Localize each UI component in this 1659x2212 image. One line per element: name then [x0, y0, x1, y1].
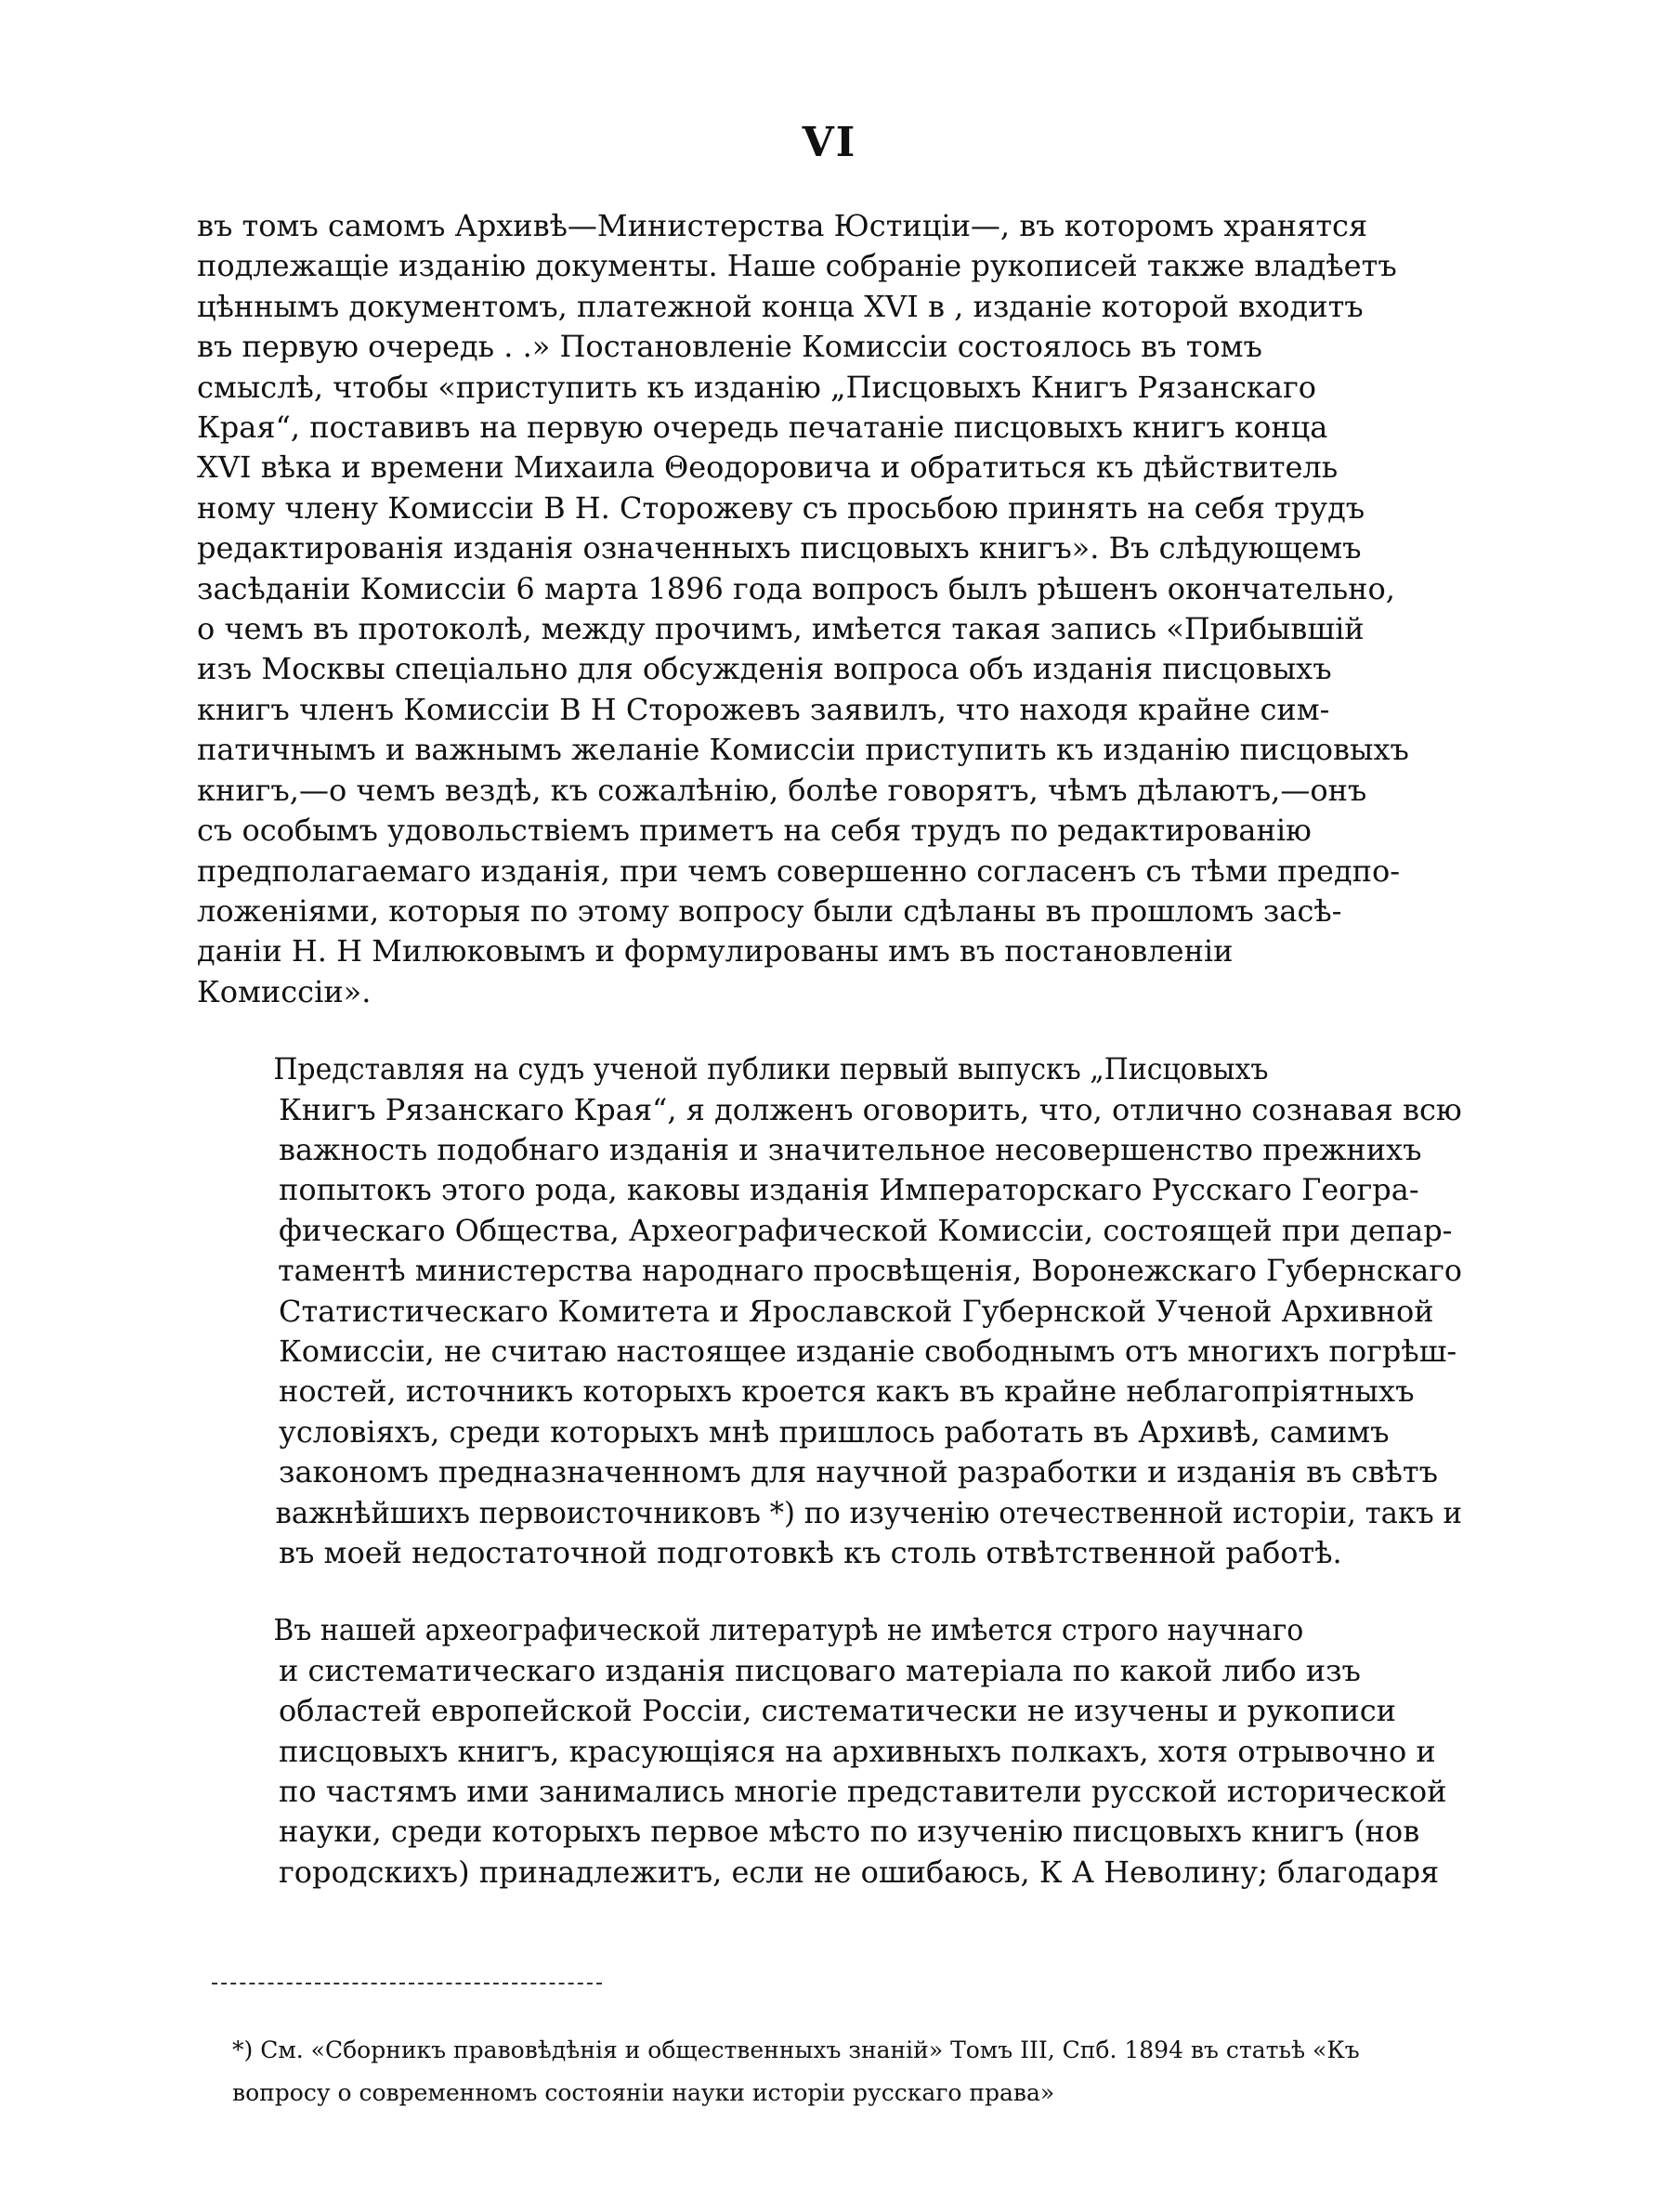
text-line: Статистическаго Комитета и Ярославской Губернской Ученой Архивной	[279, 1293, 1434, 1329]
page-number: VI	[802, 119, 857, 166]
text-line: засѣданіи Комиссіи 6 марта 1896 года вопросъ былъ рѣшенъ окончательно,	[197, 570, 1395, 606]
paragraph-gap	[197, 1573, 1462, 1610]
text-line: таментѣ министерства народнаго просвѣщенія, Воронежскаго Губернскаго	[278, 1253, 1462, 1289]
text-line: ностей, источникъ которыхъ кроется какъ въ крайне неблагопріятныхъ	[279, 1373, 1415, 1410]
text-line: важность подобнаго изданія и значительное несовершенство прежнихъ	[279, 1131, 1422, 1167]
text-line: Представляя на судъ ученой публики первый выпускъ „Писцовыхъ	[273, 1051, 1269, 1087]
text-line: ложеніями, которыя по этому вопросу были сдѣланы въ прошломъ засѣ-	[197, 892, 1342, 929]
text-line: въ томъ самомъ Архивѣ—Министерства Юстиціи—, въ которомъ хранятся	[197, 208, 1368, 243]
text-line: попытокъ этого рода, каковы изданія Императорскаго Русскаго Геогра-	[279, 1172, 1419, 1208]
text-line: Комиссіи».	[197, 973, 372, 1009]
text-line: и систематическаго изданія писцоваго матеріала по какой либо изъ	[279, 1652, 1361, 1688]
text-line: о чемъ въ протоколѣ, между прочимъ, имѣется такая запись «Прибывшій	[197, 611, 1365, 647]
paragraph-1	[197, 206, 1462, 1012]
text-line: фическаго Общества, Археографической Комиссіи, состоящей при депар-	[279, 1212, 1453, 1248]
footnote-line: вопросу о современномъ состояніи науки исторіи русскаго права»	[232, 2079, 1055, 2106]
text-line: предполагаемаго изданія, при чемъ совершенно согласенъ съ тѣми предпо-	[197, 852, 1401, 889]
footnote-divider	[212, 1983, 602, 1984]
text-line: книгъ,—о чемъ вездѣ, къ сожалѣнію, болѣе говорятъ, чѣмъ дѣлаютъ,—онъ	[197, 772, 1367, 808]
body-text	[197, 206, 1462, 1893]
text-line: въ первую очередь . .» Постановленіе Комиссіи состоялось въ томъ	[197, 329, 1262, 365]
text-line: городскихъ) принадлежитъ, если не ошибаюсь, К А Неволину; благодаря	[279, 1854, 1440, 1890]
text-line: смыслѣ, чтобы «приступить къ изданію „Писцовыхъ Книгъ Рязанскаго	[197, 369, 1316, 405]
text-line: XVI вѣка и времени Михаила Θеодоровича и обратиться къ дѣйствитель	[197, 449, 1339, 486]
paragraph-3	[197, 1610, 1462, 1893]
text-line: подлежащіе изданію документы. Наше собраніе рукописей также владѣетъ	[197, 248, 1397, 284]
text-line: науки, среди которыхъ первое мѣсто по изученію писцовыхъ книгъ (нов	[279, 1814, 1420, 1850]
paragraph-2	[197, 1049, 1462, 1573]
text-line: Комиссіи, не считаю настоящее изданіе свободнымъ отъ многихъ погрѣш-	[279, 1333, 1457, 1369]
footnote	[232, 2029, 1458, 2114]
text-line: Въ нашей археографической литературѣ не имѣется строго научнаго	[273, 1612, 1304, 1648]
text-line: изъ Москвы спеціально для обсужденія вопроса объ изданія писцовыхъ	[197, 651, 1332, 687]
text-line: редактированія изданія означенныхъ писцовыхъ книгъ». Въ слѣдующемъ	[197, 530, 1362, 566]
text-line: важнѣйшихъ первоисточниковъ *) по изученію отечественной исторіи, такъ и	[275, 1494, 1462, 1530]
text-line: цѣннымъ документомъ, платежной конца XVI в , изданіе которой входитъ	[197, 288, 1364, 324]
text-line: патичнымъ и важнымъ желаніе Комиссіи приступить къ изданію писцовыхъ	[197, 732, 1409, 768]
text-line: по частямъ ими занимались многіе представители русской исторической	[279, 1774, 1447, 1810]
text-line: даніи Н. Н Милюковымъ и формулированы имъ въ постановленіи	[197, 933, 1234, 969]
text-line: съ особымъ удовольствіемъ приметъ на себя трудъ по редактированію	[197, 813, 1312, 849]
text-line: закономъ предназначенномъ для научной разработки и изданія въ свѣтъ	[279, 1454, 1438, 1490]
text-line: книгъ членъ Комиссіи В Н Сторожевъ заявилъ, что находя крайне сим-	[197, 691, 1330, 727]
text-line: въ моей недостаточной подготовкѣ къ столь отвѣтственной работѣ.	[279, 1535, 1342, 1570]
text-line: писцовыхъ книгъ, красующіяся на архивныхъ полкахъ, хотя отрывочно и	[279, 1733, 1436, 1769]
text-line: условіяхъ, среди которыхъ мнѣ пришлось работать въ Архивѣ, самимъ	[279, 1413, 1390, 1450]
footnote-line: *) См. «Сборникъ правовѣдѣнія и общественныхъ знаній» Томъ III, Спб. 1894 въ статьѣ «Къ	[232, 2036, 1360, 2063]
text-line: Края“, поставивъ на первую очередь печатаніе писцовыхъ книгъ конца	[197, 410, 1328, 446]
text-line: Книгъ Рязанскаго Края“, я долженъ оговорить, что, отлично сознавая всю	[279, 1091, 1462, 1127]
text-line: ному члену Комиссіи В Н. Сторожеву съ просьбою принять на себя трудъ	[197, 489, 1365, 526]
text-line: областей европейской Россіи, систематически не изучены и рукописи	[279, 1693, 1396, 1729]
paragraph-gap	[197, 1012, 1462, 1049]
